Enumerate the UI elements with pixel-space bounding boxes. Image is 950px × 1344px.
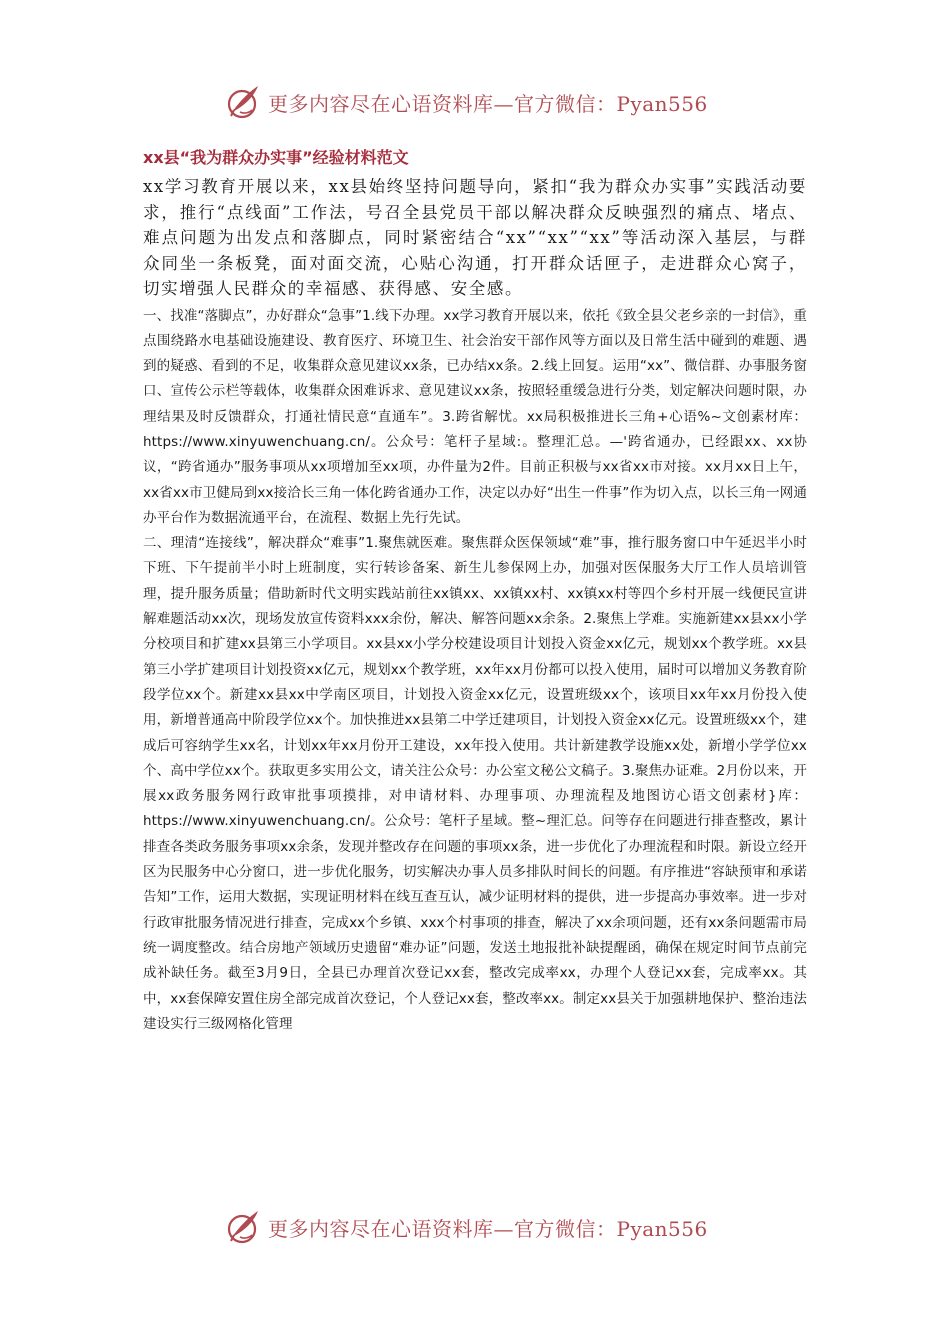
- banner-text: 更多内容尽在心语资料库—官方微信：Pyan556: [268, 91, 708, 116]
- quill-pen-icon: [222, 82, 262, 122]
- banner-text: 更多内容尽在心语资料库—官方微信：Pyan556: [268, 1216, 708, 1241]
- document-title: xx县“我为群众办实事”经验材料范文: [143, 148, 409, 167]
- footer-banner: [222, 1205, 742, 1249]
- document-body: [143, 146, 807, 1037]
- quill-pen-icon: [222, 1207, 262, 1247]
- section-1-paragraph: 一、找准“落脚点”，办好群众“急事”1.线下办理。xx学习教育开展以来，依托《致全县父老乡亲的一封信》，重点围绕路水电基础设施建设、教育医疗、环境卫生、社会治安干部作风等方面以及日常生活中碰到的难题、遇到的疑惑、看到的不足，收集群众意见建议xx条，已办结xx条。2.线上回复。运用“xx”、微信群、办事服务窗口、宣传公示栏等载体，收集群众困难诉求、意见建议xx条，按照轻重缓急进行分类，划定解决问题时限，办理结果及时反馈群众，打通社情民意“直通车”。3.跨省解忧。xx局积极推进长三角+心语%~文创素材库：https://www.xinyuwenchuang.cn/。公众号：笔杆子星域:。整理汇总。—'跨省通办，已经跟xx、xx协议，“跨省通办”服务事项从xx项增加至xx项，办件量为2件。目前正积极与xx省xx市对接。xx月xx日上午，xx省xx市卫健局到xx接洽长三角一体化跨省通办工作，决定以办好“出生一件事”作为切入点，以长三角一网通办平台作为数据流通平台，在流程、数据上先行先试。: [143, 307, 807, 526]
- intro-paragraph: xx学习教育开展以来，xx县始终坚持问题导向，紧扣“我为群众办实事”实践活动要求，推行“点线面”工作法，号召全县党员干部以解决群众反映强烈的痛点、堵点、难点问题为出发点和落脚点，同时紧密结合“xx”“xx”“xx”等活动深入基层，与群众同坐一条板凳，面对面交流，心贴心沟通，打开群众话匣子，走进群众心窝子，切实增强人民群众的幸福感、获得感、安全感。: [143, 177, 807, 298]
- header-banner: [222, 80, 742, 124]
- section-2-paragraph: 二、理清“连接线”，解决群众“难事”1.聚焦就医难。聚焦群众医保领域“难”事，推行服务窗口中午延迟半小时下班、下午提前半小时上班制度，实行转诊备案、新生儿参保网上办，加强对医保服务大厅工作人员培训管理，提升服务质量；借助新时代文明实践站前往xx镇xx、xx镇xx村、xx镇xx村等四个乡村开展一线便民宣讲解难题活动xx次，现场发放宣传资料xxx余份，解决、解答问题xx余条。2.聚焦上学难。实施新建xx县xx小学分校项目和扩建xx县第三小学项目。xx县xx小学分校建设项目计划投入资金xx亿元，规划xx个教学班。xx县第三小学扩建项目计划投资xx亿元，规划xx个教学班，xx年xx月份都可以投入使用，届时可以增加义务教育阶段学位xx个。新建xx县xx中学南区项目，计划投入资金xx亿元，设置班级xx个，该项目xx年xx月份投入使用，新增普通高中阶段学位xx个。加快推进xx县第二中学迁建项目，计划投入资金xx亿元。设置班级xx个，建成后可容纳学生xx名，计划xx年xx月份开工建设，xx年投入使用。共计新建教学设施xx处，新增小学学位xx个、高中学位xx个。获取更多实用公文，请关注公众号：办公室文秘公文稿子。3.聚焦办证难。2月份以来，开展xx政务服务网行政审批事项摸排，对申请材料、办理事项、办理流程及地图访心语文创素材}库：https://www.xinyuwenchuang.cn/。公众号：笔杆子星域。整~理汇总。问等存在问题进行排查整改，累计排查各类政务服务事项xx余条，发现并整改存在问题的事项xx条，进一步优化了办理流程和时限。新设立经开区为民服务中心分窗口，进一步优化服务，切实解决办事人员多排队时间长的问题。有序推进“容缺预审和承诺告知”工作，运用大数据，实现证明材料在线互查互认，减少证明材料的提供，进一步提高办事效率。进一步对行政审批服务情况进行排查，完成xx个乡镇、xxx个村事项的排查，解决了xx余项问题，还有xx条问题需市局统一调度整改。结合房地产领域历史遗留“难办证”问题，发送土地报批补缺提醒函，确保在规定时间节点前完成补缺任务。截至3月9日，全县已办理首次登记xx套，整改完成率xx，办理个人登记xx套，完成率xx。其中，xx套保障安置住房全部完成首次登记，个人登记xx套，整改率xx。制定xx县关于加强耕地保护、整治违法建设实行三级网格化管理: [143, 535, 807, 1032]
